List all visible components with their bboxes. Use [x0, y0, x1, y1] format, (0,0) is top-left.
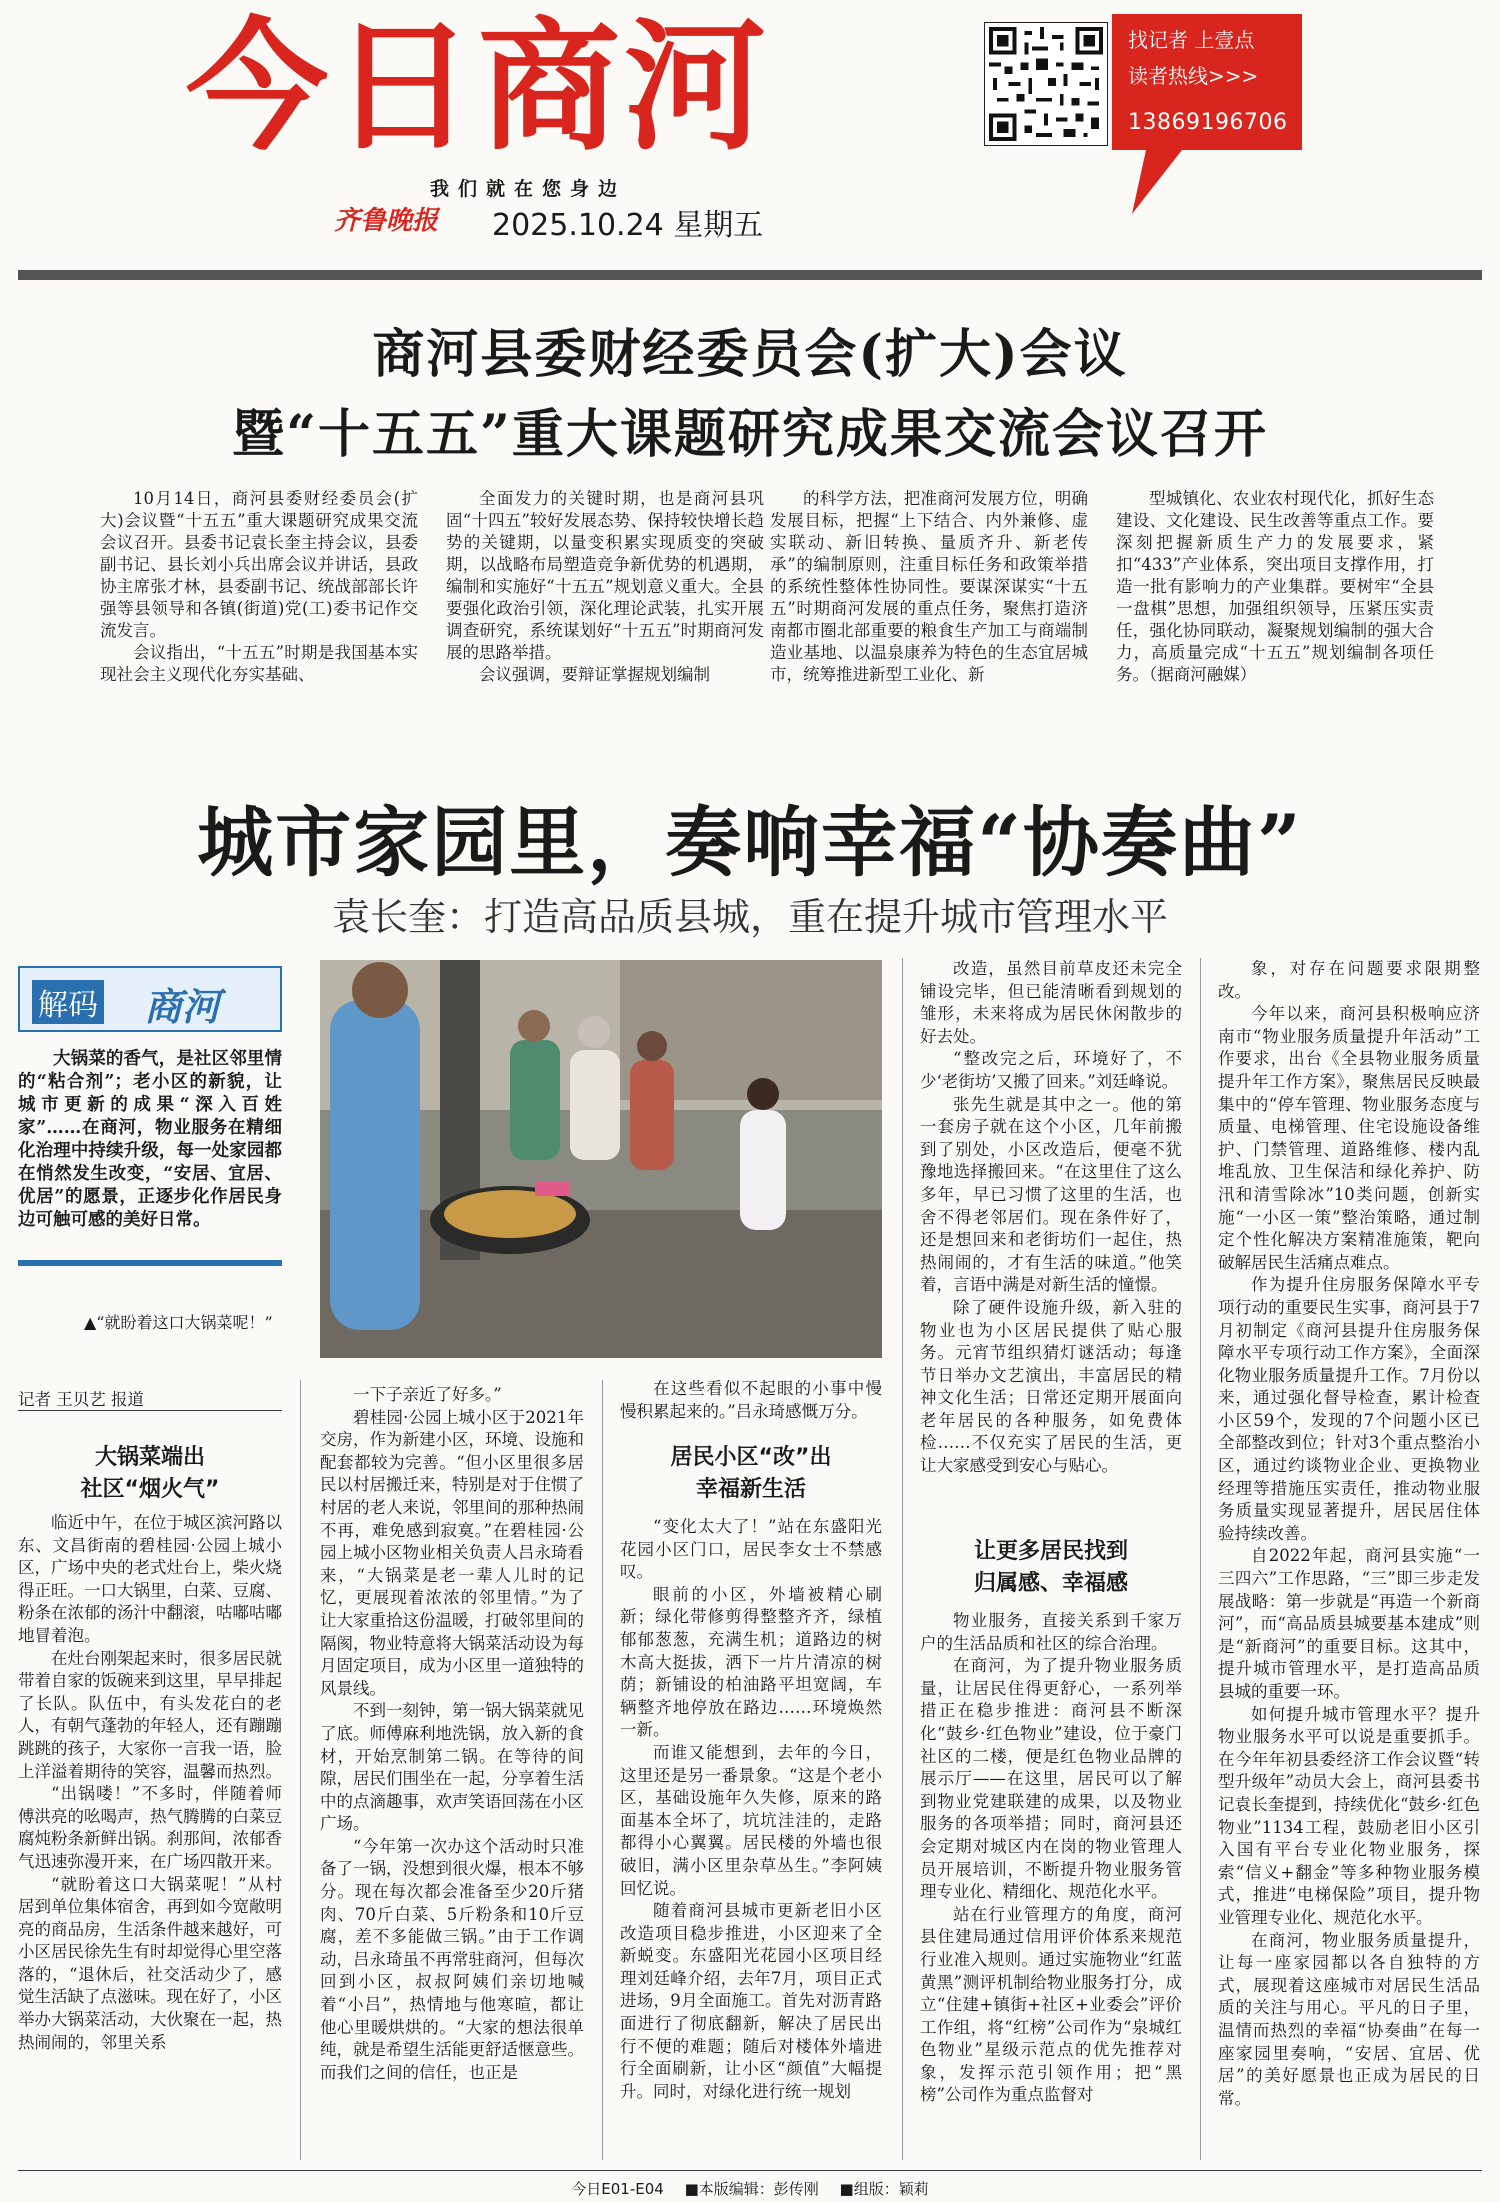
- paragraph: 改造，虽然目前草皮还未完全铺设完毕，但已能清晰看到规划的雏形，未来将成为居民休闲散步的好去处。: [920, 959, 1182, 1046]
- byline-rule: [18, 1410, 282, 1411]
- paragraph: 在商河，物业服务质量提升，让每一座家园都以各自独特的方式，展现着这座城市对居民生活品质的关注与用心。平凡的日子里，温情而热烈的幸福“协奏曲”在每一座家园里奏响，“安居、宜居、优居”的美好愿景也正成为居民的日常。: [1218, 1930, 1480, 2108]
- paragraph: 会议强调，要辩证掌握规划编制: [479, 665, 710, 684]
- article2-subtitle: 袁长奎：打造高品质县城，重在提升城市管理水平: [331, 895, 1168, 939]
- article2-text-col1: [18, 1512, 282, 2160]
- footer-editor: ■本版编辑：彭传刚: [684, 2180, 819, 2198]
- intro-rule: [18, 1260, 282, 1266]
- column-tag: [18, 966, 282, 1032]
- column-divider: [300, 1380, 301, 2160]
- hotline-line-2: 读者热线>>>: [1128, 64, 1259, 88]
- column-divider: [902, 958, 903, 2160]
- footer-layout: ■组版：颖莉: [839, 2180, 929, 2198]
- article1-body: [100, 488, 1456, 728]
- paragraph: 作为提升住房服务保障水平专项行动的重要民生实事，商河县于7月初制定《商河县提升住房服务保障水平专项行动工作方案》，全面深化物业服务质量提升工作。7月份以来，通过强化督导检查，累计检查小区59个，发现的7个问题小区已全部整改到位；针对3个重点整治小区，通过约谈物业企业、更换物业经理等措施压实责任，推动物业服务质量实现显著提升，居民居住体验持续改善。: [1218, 1275, 1480, 1543]
- paragraph: “变化太大了！”站在东盛阳光花园小区门口，居民李女士不禁感叹。: [620, 1517, 882, 1582]
- article2-intro: 大锅菜的香气，是社区邻里情的“粘合剂”；老小区的新貌，让城市更新的成果“深入百姓家”……在商河，物业服务在精细化治理中持续升级，每一处家园都在悄然发生改变，“安居、宜居、优居”的愿景，正逐步化作居民身边可触可感的美好日常。: [18, 1049, 282, 1230]
- article-photo: [320, 960, 882, 1358]
- paper-name-logo: 齐鲁晚报: [334, 206, 439, 236]
- subheading-line: 社区“烟火气”: [80, 1477, 220, 1502]
- paragraph: 碧桂园·公园上城小区于2021年交房，作为新建小区，环境、设施和配套都较为完善。“但小区里很多居民以村居搬迁来，特别是对于住惯了村居的老人来说，邻里间的那种热闹不再，难免感到寂寞。”在碧桂园·公园上城小区物业相关负责人吕永琦看来，“大锅菜是老一辈人儿时的记忆，更展现着浓浓的邻里情。”为了让大家重拾这份温暖，打破邻里间的隔阂，物业特意将大锅菜活动设为每月固定项目，成为小区里一道独特的风景线。: [320, 1407, 584, 1698]
- paragraph: 在这些看似不起眼的小事中慢慢积累起来的。”吕永琦感慨万分。: [620, 1379, 882, 1421]
- masthead-title: 今日商河: [186, 5, 770, 170]
- paragraph: 不到一刻钟，第一锅大锅菜就见了底。师傅麻利地洗锅，放入新的食材，开始烹制第二锅。在等待的间隙，居民们围坐在一起，分享着生活中的点滴趣事，欢声笑语回荡在小区广场。: [320, 1701, 584, 1834]
- paragraph: 物业服务，直接关系到千家万户的生活品质和社区的综合治理。: [920, 1611, 1182, 1653]
- article2-text-col5: [1218, 958, 1480, 2160]
- paragraph: 如何提升城市管理水平？提升物业服务水平可以说是重要抓手。在今年年初县委经济工作会议暨“转型升级年”动员大会上，商河县委书记袁长奎提到，持续优化“鼓乡·红色物业”1134工程，鼓励老旧小区引入国有平台专业化物业服务，探索“信义+翻金”等多种物业服务模式，推进“电梯保险”项目，提升物业管理专业化、规范化水平。: [1218, 1704, 1480, 1927]
- paragraph: 在灶台刚架起来时，很多居民就带着自家的饭碗来到这里，早早排起了长队。队伍中，有头发花白的老人，有朝气蓬勃的年轻人，还有蹦蹦跳跳的孩子，大家你一言我一语，脸上洋溢着期待的笑容，温馨而热烈。: [18, 1648, 282, 1781]
- column-divider: [1200, 958, 1201, 2160]
- byline: 记者 王贝艺 报道: [18, 1390, 144, 1409]
- masthead-rule: [18, 270, 1482, 280]
- subheading-line: 让更多居民找到: [973, 1539, 1128, 1564]
- footer: [0, 2178, 1500, 2199]
- hotline-number: 13869196706: [1128, 110, 1288, 135]
- subheading-3: [920, 1536, 1182, 1600]
- paragraph: 全面发力的关键时期，也是商河县巩固“十四五”较好发展态势、保持较快增长趋势的关键期，以量变积累实现质变的突破期，以战略布局塑造竞争新优势的机遇期，编制和实施好“十五五”规划意义重大。全县要强化政治引领，深化理论武装，扎实开展调查研究，系统谋划好“十五五”时期商河发展的思路举措。: [446, 489, 764, 662]
- paragraph: 型城镇化、农业农村现代化，抓好生态建设、文化建设、民生改善等重点工作。要深刻把握新质生产力的发展要求，紧扣“433”产业体系，突出项目支撑作用，打造一批有影响力的产业集群。要树牢“全县一盘棋”思想，加强组织领导，压紧压实责任，强化协同联动，凝聚规划编制的强大合力，高质量完成“十五五”规划编制各项任务。（据商河融媒）: [1116, 489, 1434, 684]
- paragraph: 而谁又能想到，去年的今日，这里还是另一番景象。“这是个老小区，基础设施年久失修，原来的路面基本全坏了，坑坑洼洼的，走路都得小心翼翼。居民楼的外墙也很破旧，满小区里杂草丛生。”李阿姨回忆说。: [620, 1742, 882, 1898]
- paragraph: 的科学方法，把准商河发展方位，明确发展目标，把握“上下结合、内外兼修、虚实联动、新旧转换、量质齐升、新老传承”的编制原则，注重目标任务和政策举措的系统性整体性协同性。要谋深谋实“十五五”时期商河发展的重点任务，聚焦打造济南都市圈北部重要的粮食生产加工与商端制造业基地、以温泉康养为特色的生态宜居城市，统筹推进新型工业化、新: [770, 489, 1088, 684]
- paragraph: 临近中午，在位于城区滨河路以东、文昌街南的碧桂园·公园上城小区，广场中央的老式灶台上，柴火烧得正旺。一口大锅里，白菜、豆腐、粉条在浓郁的汤汁中翻滚，咕嘟咕嘟地冒着泡。: [18, 1513, 282, 1645]
- hotline-line-1: 找记者 上壹点: [1128, 28, 1255, 52]
- paragraph: 眼前的小区，外墙被精心刷新；绿化带修剪得整整齐齐，绿植郁郁葱葱，充满生机；道路边的树木高大挺拔，洒下一片片清凉的树荫；新铺设的柏油路平坦宽阔，车辆整齐地停放在路边……环境焕然一新。: [620, 1584, 882, 1740]
- article2-text-col3: [620, 1516, 882, 2160]
- article2-text-col3-top: [620, 1378, 882, 1430]
- paragraph: “整改完之后，环境好了，不少‘老街坊’又搬了回来。”刘廷峰说。: [920, 1049, 1182, 1091]
- article2-text-col4-top: [920, 958, 1182, 1518]
- subheading-line: 幸福新生活: [695, 1477, 806, 1502]
- footer-rule: [18, 2170, 1482, 2171]
- paragraph: “今年第一次办这个活动时只准备了一锅，没想到很火爆，根本不够分。现在每次都会准备至少20斤猪肉、70斤白菜、5斤粉条和10斤豆腐，差不多能做三锅。”由于工作调动，吕永琦虽不再常驻商河，但每次回到小区，叔叔阿姨们亲切地喊着“小吕”，热情地与他寒暄，都让他心里暖烘烘的。“大家的想法很单纯，就是希望生活能更舒适惬意些。而我们之间的信任，也正是: [320, 1836, 584, 2082]
- article1-title-line2: 暨“十五五”重大课题研究成果交流会议召开: [232, 404, 1268, 465]
- paragraph: 在商河，为了提升物业服务质量，让居民住得更舒心，一系列举措正在稳步推进：商河县不断深化“鼓乡·红色物业”建设，位于豪门社区的二楼，便是红色物业品牌的展示厅——在这里，居民可以了解到物业党建联建的成果，以及物业服务的各项举措；同时，商河县还会定期对城区内在岗的物业管理人员开展培训，不断提升物业服务管理专业化、精细化、规范化水平。: [920, 1656, 1182, 1902]
- publication-date: 2025.10.24 星期五: [492, 208, 764, 243]
- article1-col3: [770, 488, 1088, 728]
- paragraph: 站在行业管理方的角度，商河县住建局通过信用评价体系来规范行业准入规则。通过实施物业“红蓝黄黑”测评机制给物业服务打分，成立“住建+镇街+社区+业委会”评价工作组，将“红榜”公司作为“泉城红色物业”星级示范点的优先推荐对象，发挥示范引领作用；把“黑榜”公司作为重点监督对: [920, 1904, 1182, 2105]
- subheading-1: [18, 1442, 282, 1506]
- hotline-box: [1112, 14, 1302, 150]
- column-tag-a: 解码: [32, 980, 104, 1024]
- paragraph: 张先生就是其中之一。他的第一套房子就在这个小区，几年前搬到了别处，小区改造后，便毫不犹豫地选择搬回来。“在这里住了这么多年，早已习惯了这里的生活，也舍不得老邻居们。现在条件好了，还是想回来和老街坊们一起住，热热闹闹的，才有生活的味道。”他笑着，言语中满是对新生活的憧憬。: [920, 1094, 1182, 1295]
- paragraph: 会议指出，“十五五”时期是我国基本实现社会主义现代化夯实基础、: [100, 643, 418, 684]
- article2-title: 城市家园里，奏响幸福“协奏曲”: [197, 798, 1303, 887]
- paragraph: “就盼着这口大锅菜呢！”从村居到单位集体宿舍，再到如今宽敞明亮的商品房，生活条件越来越好，可小区居民徐先生有时却觉得心里空落落的，“退休后，社交活动少了，感觉生活缺了点滋味。现在好了，小区举办大锅菜活动，大伙聚在一起，热热闹闹的，邻里关系: [18, 1874, 282, 2052]
- paragraph: “出锅喽！”不多时，伴随着师傅洪亮的吆喝声，热气腾腾的白菜豆腐炖粉条新鲜出锅。刹那间，浓郁香气迅速弥漫开来，在广场四散开来。: [18, 1784, 282, 1871]
- paragraph: 一下子亲近了好多。”: [353, 1385, 502, 1404]
- article1-col2: [446, 488, 764, 728]
- article1-col4: [1116, 488, 1434, 728]
- paragraph: 今年以来，商河县积极响应济南市“物业服务质量提升年活动”工作要求，出台《全县物业服务质量提升年工作方案》，聚焦居民反映最集中的“停车管理、物业服务态度与质量、电梯管理、住宅设施设备维护、门禁管理、道路维修、楼内乱堆乱放、卫生保洁和绿化养护、防汛和清雪除冰”10类问题，创新实施“一小区一策”整治策略，通过制定个性化解决方案精准施策，靶向破解居民生活痛点难点。: [1218, 1004, 1480, 1272]
- paragraph: 自2022年起，商河县实施“一三四六”工作思路，“三”即三步走发展战略：第一步就是“再造一个新商河”，而“高品质县城要基本建成”则是“新商河”的重要目标。这其中，提升城市管理水平，是打造高品质县城的重要一环。: [1218, 1546, 1480, 1701]
- article1-col1: [100, 488, 418, 728]
- photo-caption: ▲“就盼着这口大锅菜呢！”: [84, 1313, 273, 1332]
- paragraph: 10月14日，商河县委财经委员会(扩大)会议暨“十五五”重大课题研究成果交流会议召开。县委书记袁长奎主持会议，县委副书记、县长刘小兵出席会议并讲话，县政协主席张才林，县委副书记、统战部部长许强等县领导和各镇(街道)党(工)委书记作交流发言。: [100, 489, 418, 640]
- paragraph: 象，对存在问题要求限期整改。: [1218, 959, 1480, 1001]
- subheading-2: [620, 1442, 882, 1506]
- article1-title-line1: 商河县委财经委员会(扩大)会议: [372, 324, 1128, 385]
- paragraph: 随着商河县城市更新老旧小区改造项目稳步推进，小区迎来了全新蜕变。东盛阳光花园小区项目经理刘廷峰介绍，去年7月，项目正式进场，9月全面施工。首先对沥青路面进行了彻底翻新，解决了居民出行不便的难题；随后对楼体外墙进行全面刷新，让小区“颜值”大幅提升。同时，对绿化进行统一规划: [620, 1901, 882, 2101]
- column-tag-b: 商河: [144, 985, 221, 1029]
- paragraph: 除了硬件设施升级，新入驻的物业也为小区居民提供了贴心服务。元宵节组织猜灯谜活动；每逢节日举办文艺演出，丰富居民的精神文化生活；日常还定期开展面向老年居民的各种服务，如免费体检……不仅充实了居民的生活，更让大家感受到安心与贴心。: [920, 1297, 1182, 1476]
- subheading-line: 归属感、幸福感: [973, 1571, 1128, 1596]
- article2-text-col2: [320, 1384, 584, 2160]
- subheading-line: 居民小区“改”出: [670, 1445, 832, 1470]
- footer-pages: 今日E01-E04: [571, 2180, 664, 2198]
- qr-code-icon: [984, 22, 1108, 146]
- article2-text-col4: [920, 1610, 1182, 2160]
- slogan: 我们就在您身边: [430, 178, 627, 200]
- subheading-line: 大锅菜端出: [94, 1445, 205, 1470]
- column-divider: [602, 1380, 603, 2160]
